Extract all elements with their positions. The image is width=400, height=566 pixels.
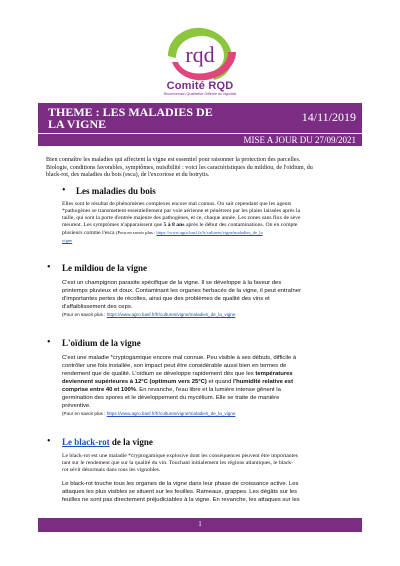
blackrot-line: attaques les plus visibles se situent sur les feuilles. Rameaux, grappes. Les dégâts sur les bbox=[62, 489, 298, 495]
blackrot-line: Le black-rot est une maladie *cryptogamique explosive dont les conséquences peuvent être importantes bbox=[62, 453, 298, 459]
bois-text: meurent. Les symptômes n'apparaissent que bbox=[62, 222, 164, 229]
oidium-more: (Pour en savoir plus : bbox=[62, 411, 107, 416]
oidium-bold: températures bbox=[255, 371, 293, 377]
intro-line: Biologie, conditions favorables, symptômes, nuisibilité : voici les caractéristiques du mildiou, de l'oïdium, du bbox=[46, 164, 313, 171]
blackrot-heading-text: de la vigne bbox=[109, 437, 153, 447]
bois-bold: 5 à 8 ans bbox=[163, 222, 185, 229]
mildiou-paragraph bbox=[62, 279, 367, 318]
oidium-line: contrôler une fois installée, son impact peut être considérable aussi bien en termes de bbox=[62, 363, 287, 369]
mildiou-line: C'est un champignon parasite spécifique de la vigne. Il se développe à la faveur des bbox=[62, 280, 282, 286]
oidium-text: rendement que de qualité. L'oïdium se développe rapidement dès que les bbox=[62, 371, 256, 377]
bois-line: Elles sont le résultat de phénomènes complexes encore mal connus. On sait cependant que les agents bbox=[62, 201, 292, 207]
section-heading-bois: Les maladies du bois bbox=[76, 186, 156, 196]
bois-link[interactable]: https://www.agro.basf.fr/fr/cultures/vigne/maladies_de_la bbox=[156, 230, 263, 236]
bois-line: taille, qui sont la porte d'entrée majeure des pathogènes, et ce, chaque année. Les zones sans flux de sève bbox=[62, 215, 301, 222]
mildiou-line: d'importantes pertes de récoltes, ainsi que des problèmes de qualité des vins et bbox=[62, 296, 270, 302]
mildiou-line: d'affaiblissement des ceps. bbox=[62, 304, 133, 310]
theme-title-line2: LA VIGNE bbox=[48, 117, 107, 131]
section-heading-blackrot bbox=[62, 437, 153, 447]
theme-banner bbox=[38, 103, 362, 133]
blackrot-line: Le black-rot touche tous les organes de la vigne dans leur phase de croissance active. Les bbox=[62, 481, 299, 487]
logo-text bbox=[150, 80, 250, 96]
oidium-bold: comprise entre 40 et 100% bbox=[62, 387, 136, 393]
document-date: 14/11/2019 bbox=[301, 110, 356, 124]
mildiou-line: printemps pluvieux et doux. Contaminant les organes herbacés de la vigne, il peut entraîner bbox=[62, 288, 302, 294]
bois-line bbox=[62, 229, 367, 237]
oidium-line bbox=[62, 386, 367, 394]
oidium-text: et quand bbox=[206, 379, 234, 385]
bois-more: (Pour en savoir plus : bbox=[115, 230, 157, 236]
section-heading-mildiou: Le mildiou de la vigne bbox=[62, 263, 148, 273]
oidium-bold: deviennent supérieures à 12°C (optimum vers 25°C) bbox=[62, 379, 207, 385]
oidium-bold: l'humidité relative est bbox=[233, 379, 294, 385]
section-heading-oidium: L'oïdium de la vigne bbox=[62, 338, 141, 348]
bullet-icon: • bbox=[47, 337, 51, 348]
rqd-logo bbox=[158, 22, 242, 84]
bois-line bbox=[62, 222, 367, 229]
intro-paragraph bbox=[46, 157, 366, 180]
oidium-line: préventive. bbox=[62, 403, 91, 409]
mildiou-line bbox=[62, 311, 367, 318]
oidium-paragraph bbox=[62, 354, 367, 417]
oidium-line bbox=[62, 370, 367, 378]
intro-line: black-rot, des maladies du bois (esca), de l'excoriose et du botrytis. bbox=[46, 172, 210, 179]
oidium-line: C'est une maladie *cryptogamique encore mal connue. Peu visible à ses débuts, difficile à bbox=[62, 355, 297, 361]
bullet-icon: • bbox=[47, 436, 51, 447]
oidium-text: . En revanche, l'eau libre et la lumière intense gênent la bbox=[136, 387, 281, 393]
blackrot-line: feuilles ne sont pas directement préjudiciables à la vigne. En revanche, les attaques sur les bbox=[62, 497, 300, 503]
oidium-link[interactable]: https://www.agro.basf.fr/fr/cultures/vigne/maladies_de_la_vigne bbox=[106, 411, 236, 416]
bois-text: après le début des contaminations. On en compte bbox=[184, 222, 298, 229]
bois-text: plusieurs comme l'esca bbox=[62, 230, 116, 237]
footer-bar bbox=[38, 518, 362, 532]
bullet-icon: • bbox=[62, 185, 66, 196]
blackrot-heading-link[interactable]: Le black-rot bbox=[62, 437, 110, 447]
bois-line: *pathogènes se transmettent essentiellement par voie aérienne et pénètrent par les plaies laissées après la bbox=[62, 208, 301, 215]
blackrot-paragraph bbox=[62, 453, 367, 474]
theme-title-line1: THEME : LES MALADIES DE bbox=[48, 105, 213, 119]
blackrot-line: tant sur le rendement que sur la qualité du vin. Touchant initialement les régions atlantiques, le black- bbox=[62, 460, 294, 467]
oidium-line bbox=[62, 410, 367, 417]
bois-link-cont[interactable]: vigne bbox=[62, 238, 73, 244]
blackrot-line: rot sévit désormais dans tous les vignobles. bbox=[62, 467, 161, 474]
update-date: MISE A JOUR DU 27/09/2021 bbox=[243, 135, 356, 145]
bois-line bbox=[62, 237, 367, 245]
bullet-icon: • bbox=[47, 262, 51, 273]
oidium-line: germination des spores et le développement du mycélium. Elle se traite de manière bbox=[62, 395, 280, 401]
theme-title bbox=[48, 106, 248, 130]
mildiou-more: (Pour en savoir plus : bbox=[62, 312, 107, 317]
oidium-line bbox=[62, 378, 367, 386]
update-banner bbox=[38, 134, 362, 146]
bois-paragraph bbox=[62, 201, 367, 246]
blackrot-paragraph-2 bbox=[62, 480, 367, 504]
logo-glyph: rqd bbox=[185, 42, 215, 67]
mildiou-link[interactable]: https://www.agro.basf.fr/fr/cultures/vigne/maladies_de_la_vigne bbox=[106, 312, 236, 317]
logo-subtitle: Reconversion Qualitative Différée du vignoble bbox=[163, 92, 237, 96]
logo-title: Comité RQD bbox=[166, 80, 234, 92]
page-number: 1 bbox=[198, 520, 202, 528]
intro-line: Bien connaître les maladies qui affectent la vigne est essentiel pour raisonner la protection des parcelles. bbox=[46, 157, 301, 163]
